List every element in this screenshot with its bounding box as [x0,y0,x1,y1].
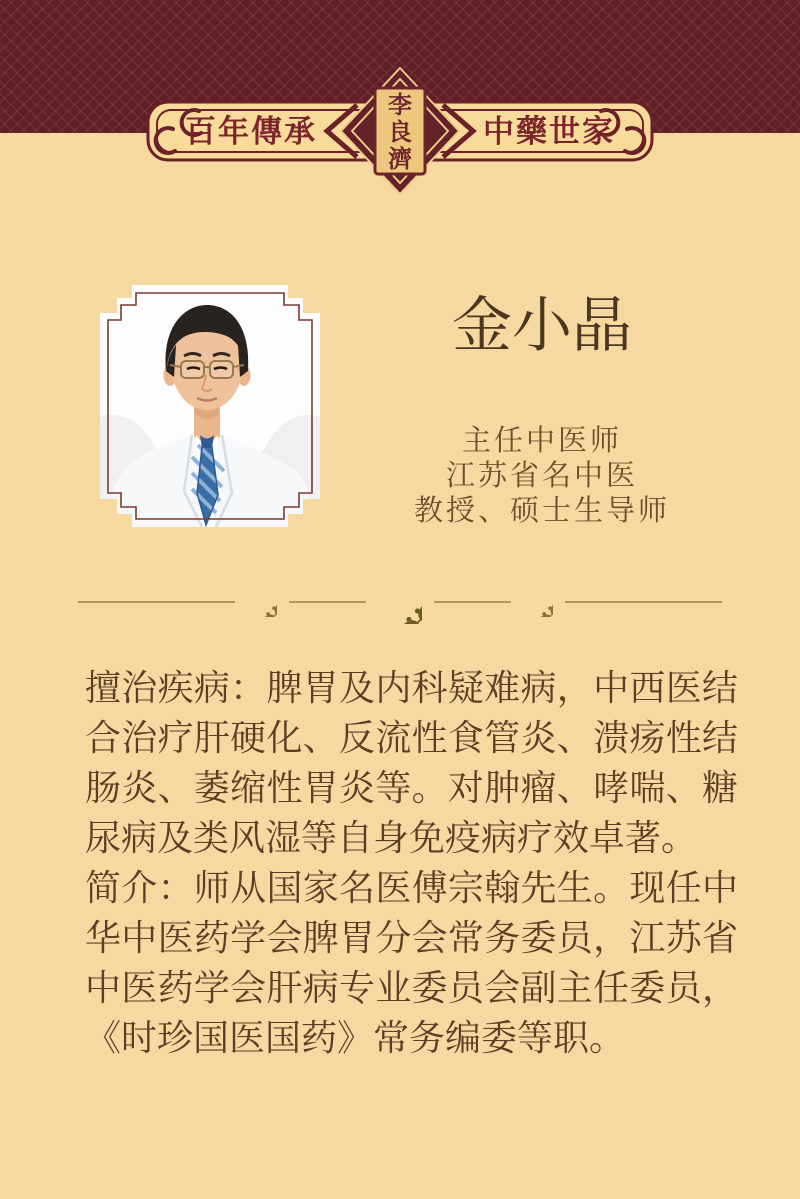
section-divider [78,579,722,625]
seal-char-1: 李 [388,93,412,119]
flower-ornament-icon [378,580,422,624]
divider-line [565,601,722,603]
divider-line [289,601,366,603]
bio-section [85,663,738,1063]
banner-right-text: 中藥世家 [483,114,615,149]
divider-line [434,601,511,603]
title-line-2: 江苏省名中医 [445,460,638,492]
title-line-1: 主任中医师 [461,425,622,457]
doctor-titles [392,424,692,529]
flower-ornament-icon [247,587,277,617]
seal-char-3: 濟 [388,147,412,173]
bio-intro-paragraph: 简介：师从国家名医傅宗翰先生。现任中华中医药学会脾胃分会常务委员，江苏省中医药学会肝病专业委员会副主任委员，《时珍国医国药》常务编委等职。 [85,867,738,1058]
flower-ornament-icon [523,587,553,617]
seal-char-2: 良 [388,120,412,146]
banner-left-text: 百年傳承 [185,114,317,149]
title-line-3: 教授、硕士生导师 [413,495,670,527]
doctor-portrait [100,285,320,527]
bio-specialty-paragraph: 擅治疾病：脾胃及内科疑难病，中西医结合治疗肝硬化、反流性食管炎、溃疡性结肠炎、萎缩性胃炎等。对肿瘤、哮喘、糖尿病及类风湿等自身免疫病疗效卓著。 [85,667,738,858]
doctor-photo-frame [100,285,320,527]
doctor-name: 金小晶 [452,292,632,359]
doctor-portrait-illustration [100,285,320,527]
brand-banner [0,0,800,210]
divider-line [78,601,235,603]
